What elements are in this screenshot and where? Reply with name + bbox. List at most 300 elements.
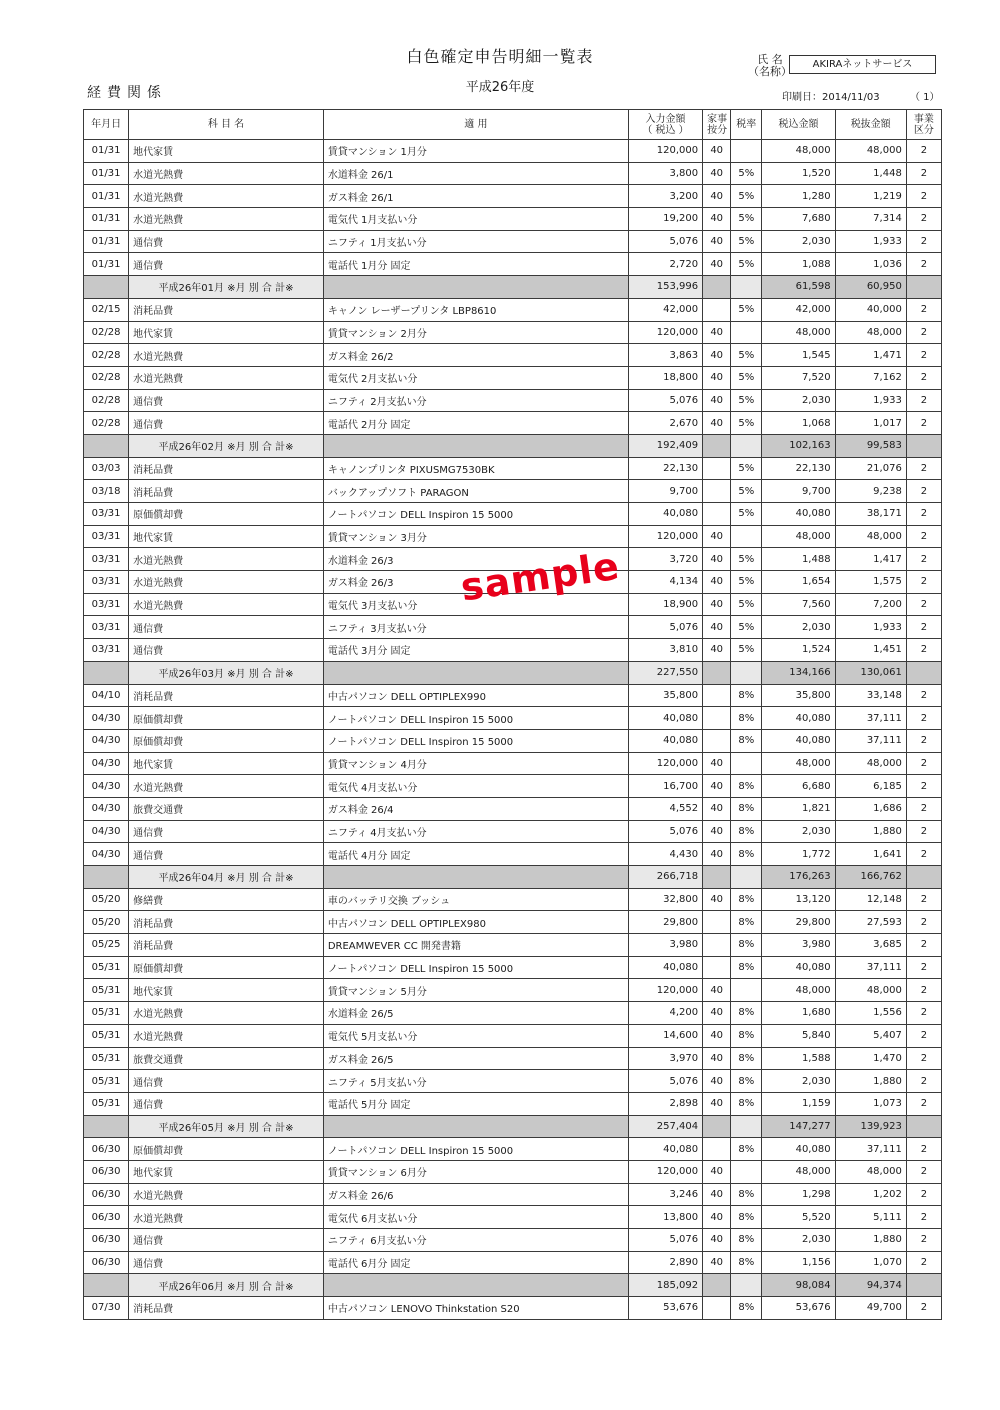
cell-excl: 27,593 [835,911,906,934]
cell-ratio: 40 [703,344,731,367]
cell-item: 修繕費 [129,888,324,911]
cell-item: 水道光熱費 [129,593,324,616]
cell-excl: 1,448 [835,162,906,185]
cell-incl: 3,980 [762,934,835,957]
cell-ratio [703,480,731,503]
cell-excl: 1,933 [835,616,906,639]
cell-incl: 2,030 [762,616,835,639]
sum-blank-date [84,1115,129,1138]
cell-item: 通信費 [129,1092,324,1115]
cell-biz-kubun: 2 [906,1160,941,1183]
cell-date: 01/31 [84,208,129,231]
table-row [84,752,942,775]
monthly-total-incl: 98,084 [762,1274,835,1297]
table-row [84,412,942,435]
cell-date: 04/30 [84,707,129,730]
cell-excl: 21,076 [835,457,906,480]
cell-incl: 1,654 [762,571,835,594]
cell-amount: 120,000 [628,1160,702,1183]
table-row [84,298,942,321]
cell-biz-kubun: 2 [906,571,941,594]
table-row [84,230,942,253]
cell-tax-rate [731,752,762,775]
cell-excl: 1,575 [835,571,906,594]
sum-blank-biz [906,866,941,889]
cell-excl: 37,111 [835,729,906,752]
table-row [84,457,942,480]
cell-biz-kubun: 2 [906,1183,941,1206]
cell-tax-rate: 8% [731,1183,762,1206]
monthly-total-amount: 257,404 [628,1115,702,1138]
cell-biz-kubun: 2 [906,1070,941,1093]
cell-date: 05/25 [84,934,129,957]
table-row [84,934,942,957]
cell-ratio: 40 [703,1047,731,1070]
cell-tax-rate: 5% [731,457,762,480]
cell-amount: 9,700 [628,480,702,503]
cell-date: 03/31 [84,593,129,616]
cell-ratio [703,729,731,752]
monthly-total-row [84,276,942,299]
cell-amount: 120,000 [628,525,702,548]
cell-incl: 9,700 [762,480,835,503]
cell-item: 原価償却費 [129,956,324,979]
table-row [84,1160,942,1183]
monthly-total-amount: 153,996 [628,276,702,299]
table-row [84,797,942,820]
sum-blank-ratio [703,434,731,457]
cell-item: 消耗品費 [129,911,324,934]
monthly-total-row [84,1274,942,1297]
cell-date: 05/31 [84,1070,129,1093]
cell-tax-rate [731,321,762,344]
cell-item: 通信費 [129,253,324,276]
cell-item: 水道光熱費 [129,344,324,367]
cell-date: 02/28 [84,412,129,435]
monthly-total-excl: 139,923 [835,1115,906,1138]
cell-biz-kubun: 2 [906,1002,941,1025]
cell-tax-rate: 5% [731,162,762,185]
cell-desc: 電話代 6月分 固定 [323,1251,628,1274]
monthly-total-incl: 147,277 [762,1115,835,1138]
cell-ratio: 40 [703,321,731,344]
name-label-line1: 氏 名 [757,53,783,66]
cell-desc: ニフティ 5月支払い分 [323,1070,628,1093]
cell-biz-kubun: 2 [906,480,941,503]
cell-amount: 5,076 [628,820,702,843]
cell-biz-kubun: 2 [906,1206,941,1229]
cell-amount: 5,076 [628,389,702,412]
section-title: 経費関係 [87,85,167,101]
cell-amount: 19,200 [628,208,702,231]
monthly-total-incl: 176,263 [762,866,835,889]
monthly-total-excl: 99,583 [835,434,906,457]
table-row [84,888,942,911]
cell-item: 通信費 [129,820,324,843]
cell-biz-kubun: 2 [906,684,941,707]
table-row [84,979,942,1002]
cell-date: 07/30 [84,1297,129,1320]
cell-amount: 3,800 [628,162,702,185]
cell-ratio: 40 [703,140,731,163]
cell-excl: 7,162 [835,366,906,389]
cell-ratio [703,457,731,480]
cell-tax-rate: 5% [731,389,762,412]
cell-date: 03/31 [84,616,129,639]
cell-desc: 水道料金 26/5 [323,1002,628,1025]
table-row [84,1138,942,1161]
cell-ratio: 40 [703,1092,731,1115]
cell-item: 水道光熱費 [129,1024,324,1047]
cell-excl: 1,073 [835,1092,906,1115]
cell-desc: 賃貸マンション 1月分 [323,140,628,163]
cell-incl: 53,676 [762,1297,835,1320]
col-header-tax-rate: 税率 [731,110,762,140]
cell-date: 06/30 [84,1183,129,1206]
cell-ratio: 40 [703,185,731,208]
cell-excl: 1,686 [835,797,906,820]
monthly-total-row [84,434,942,457]
cell-amount: 3,810 [628,639,702,662]
cell-tax-rate: 8% [731,1229,762,1252]
cell-date: 03/31 [84,525,129,548]
table-row [84,185,942,208]
monthly-total-label: 平成26年01月 ※月 別 合 計※ [129,276,324,299]
table-row [84,162,942,185]
cell-ratio: 40 [703,888,731,911]
cell-excl: 37,111 [835,956,906,979]
cell-amount: 13,800 [628,1206,702,1229]
sum-blank-ratio [703,661,731,684]
cell-date: 06/30 [84,1138,129,1161]
page-number: （ 1） [910,92,940,103]
col-header-biz [906,110,941,140]
cell-date: 02/28 [84,389,129,412]
cell-desc: 中古パソコン LENOVO Thinkstation S20 [323,1297,628,1320]
cell-date: 06/30 [84,1251,129,1274]
cell-date: 04/30 [84,729,129,752]
cell-item: 水道光熱費 [129,162,324,185]
cell-desc: 電気代 6月支払い分 [323,1206,628,1229]
col-header-incl: 税込金額 [762,110,835,140]
cell-date: 01/31 [84,140,129,163]
sum-blank-date [84,661,129,684]
cell-item: 水道光熱費 [129,366,324,389]
monthly-total-row [84,661,942,684]
table-row [84,480,942,503]
cell-amount: 40,080 [628,729,702,752]
table-row [84,1002,942,1025]
cell-ratio [703,298,731,321]
cell-amount: 53,676 [628,1297,702,1320]
cell-incl: 1,524 [762,639,835,662]
cell-tax-rate [731,979,762,1002]
table-row [84,1047,942,1070]
table-row [84,684,942,707]
cell-tax-rate: 8% [731,1138,762,1161]
cell-excl: 1,880 [835,1070,906,1093]
cell-desc: 賃貸マンション 6月分 [323,1160,628,1183]
cell-biz-kubun: 2 [906,797,941,820]
name-label-line2: （名称） [748,65,792,78]
cell-excl: 3,685 [835,934,906,957]
cell-incl: 1,772 [762,843,835,866]
cell-item: 水道光熱費 [129,775,324,798]
cell-incl: 2,030 [762,820,835,843]
cell-excl: 40,000 [835,298,906,321]
cell-desc: 水道料金 26/3 [323,548,628,571]
cell-incl: 40,080 [762,1138,835,1161]
monthly-total-incl: 61,598 [762,276,835,299]
cell-desc: DREAMWEVER CC 開発書籍 [323,934,628,957]
cell-item: 消耗品費 [129,298,324,321]
cell-excl: 1,451 [835,639,906,662]
table-row [84,1251,942,1274]
cell-date: 05/31 [84,979,129,1002]
col-header-biz-1: 事業 [913,113,934,125]
cell-biz-kubun: 2 [906,162,941,185]
cell-date: 04/30 [84,843,129,866]
cell-item: 地代家賃 [129,979,324,1002]
cell-tax-rate: 5% [731,480,762,503]
cell-amount: 22,130 [628,457,702,480]
cell-amount: 5,076 [628,1070,702,1093]
cell-biz-kubun: 2 [906,1229,941,1252]
table-header-row [84,110,942,140]
cell-incl: 13,120 [762,888,835,911]
cell-incl: 29,800 [762,911,835,934]
cell-tax-rate: 5% [731,344,762,367]
cell-date: 01/31 [84,230,129,253]
cell-ratio: 40 [703,775,731,798]
cell-incl: 1,520 [762,162,835,185]
cell-amount: 3,720 [628,548,702,571]
cell-ratio: 40 [703,571,731,594]
cell-item: 旅費交通費 [129,797,324,820]
cell-biz-kubun: 2 [906,344,941,367]
cell-tax-rate: 8% [731,1092,762,1115]
cell-date: 04/10 [84,684,129,707]
cell-date: 06/30 [84,1160,129,1183]
cell-tax-rate: 5% [731,185,762,208]
cell-excl: 38,171 [835,503,906,526]
cell-tax-rate: 8% [731,911,762,934]
cell-desc: 電話代 2月分 固定 [323,412,628,435]
cell-ratio [703,1138,731,1161]
cell-tax-rate: 8% [731,1297,762,1320]
cell-tax-rate: 5% [731,639,762,662]
cell-date: 05/20 [84,888,129,911]
cell-item: 通信費 [129,1251,324,1274]
col-header-ratio-1: 家事 [707,113,728,125]
cell-date: 02/28 [84,321,129,344]
cell-date: 03/18 [84,480,129,503]
table-row [84,344,942,367]
cell-tax-rate: 8% [731,956,762,979]
cell-tax-rate: 8% [731,1047,762,1070]
cell-ratio: 40 [703,1183,731,1206]
monthly-total-row [84,1115,942,1138]
cell-amount: 120,000 [628,752,702,775]
cell-ratio [703,503,731,526]
cell-item: 通信費 [129,1229,324,1252]
cell-desc: ガス料金 26/2 [323,344,628,367]
cell-excl: 33,148 [835,684,906,707]
cell-excl: 1,470 [835,1047,906,1070]
sum-blank-desc [323,276,628,299]
cell-date: 03/31 [84,571,129,594]
sum-blank-rate [731,866,762,889]
cell-excl: 1,036 [835,253,906,276]
name-value: AKIRAネットサービス [789,55,936,74]
cell-incl: 48,000 [762,752,835,775]
cell-item: 原価償却費 [129,1138,324,1161]
table-row [84,1229,942,1252]
monthly-total-label: 平成26年06月 ※月 別 合 計※ [129,1274,324,1297]
cell-date: 04/30 [84,820,129,843]
col-header-amount-1: 入力金額 [645,113,686,125]
cell-amount: 3,246 [628,1183,702,1206]
cell-excl: 1,471 [835,344,906,367]
cell-excl: 1,202 [835,1183,906,1206]
table-row [84,843,942,866]
cell-biz-kubun: 2 [906,775,941,798]
sum-blank-rate [731,1115,762,1138]
cell-item: 水道光熱費 [129,185,324,208]
cell-incl: 1,068 [762,412,835,435]
cell-incl: 7,520 [762,366,835,389]
cell-amount: 40,080 [628,1138,702,1161]
sum-blank-desc [323,1115,628,1138]
cell-excl: 7,314 [835,208,906,231]
cell-amount: 5,076 [628,230,702,253]
cell-desc: 電気代 1月支払い分 [323,208,628,231]
cell-item: 原価償却費 [129,503,324,526]
cell-excl: 48,000 [835,321,906,344]
cell-ratio: 40 [703,230,731,253]
cell-desc: ノートパソコン DELL Inspiron 15 5000 [323,1138,628,1161]
cell-amount: 3,863 [628,344,702,367]
cell-tax-rate [731,140,762,163]
cell-date: 05/31 [84,1092,129,1115]
cell-excl: 48,000 [835,1160,906,1183]
cell-incl: 1,159 [762,1092,835,1115]
cell-item: 通信費 [129,639,324,662]
cell-desc: 電話代 4月分 固定 [323,843,628,866]
cell-amount: 120,000 [628,979,702,1002]
cell-ratio: 40 [703,843,731,866]
cell-excl: 1,219 [835,185,906,208]
cell-biz-kubun: 2 [906,752,941,775]
cell-biz-kubun: 2 [906,1138,941,1161]
cell-item: 地代家賃 [129,525,324,548]
cell-desc: 水道料金 26/1 [323,162,628,185]
cell-tax-rate: 5% [731,571,762,594]
cell-biz-kubun: 2 [906,911,941,934]
cell-ratio: 40 [703,1160,731,1183]
table-row [84,253,942,276]
cell-incl: 1,298 [762,1183,835,1206]
cell-desc: 電気代 2月支払い分 [323,366,628,389]
col-header-excl: 税抜金額 [835,110,906,140]
sum-blank-date [84,1274,129,1297]
cell-tax-rate: 8% [731,888,762,911]
cell-ratio [703,934,731,957]
sum-blank-desc [323,866,628,889]
cell-date: 01/31 [84,253,129,276]
cell-amount: 3,200 [628,185,702,208]
cell-date: 05/20 [84,911,129,934]
cell-desc: 賃貸マンション 2月分 [323,321,628,344]
cell-tax-rate [731,1160,762,1183]
cell-date: 02/28 [84,366,129,389]
cell-incl: 40,080 [762,956,835,979]
monthly-total-label: 平成26年04月 ※月 別 合 計※ [129,866,324,889]
cell-tax-rate: 8% [731,1024,762,1047]
cell-incl: 6,680 [762,775,835,798]
cell-desc: ノートパソコン DELL Inspiron 15 5000 [323,729,628,752]
cell-ratio: 40 [703,1206,731,1229]
cell-tax-rate: 5% [731,208,762,231]
cell-ratio: 40 [703,412,731,435]
cell-biz-kubun: 2 [906,230,941,253]
monthly-total-excl: 130,061 [835,661,906,684]
cell-tax-rate: 8% [731,1002,762,1025]
cell-desc: ガス料金 26/1 [323,185,628,208]
cell-date: 05/31 [84,1024,129,1047]
cell-amount: 2,720 [628,253,702,276]
cell-biz-kubun: 2 [906,979,941,1002]
table-row [84,1206,942,1229]
cell-ratio: 40 [703,593,731,616]
cell-biz-kubun: 2 [906,1297,941,1320]
cell-tax-rate: 8% [731,1070,762,1093]
cell-tax-rate: 5% [731,230,762,253]
cell-amount: 40,080 [628,503,702,526]
cell-excl: 48,000 [835,752,906,775]
cell-ratio [703,1297,731,1320]
cell-amount: 4,552 [628,797,702,820]
cell-excl: 1,933 [835,389,906,412]
cell-incl: 1,156 [762,1251,835,1274]
cell-incl: 22,130 [762,457,835,480]
table-row [84,911,942,934]
cell-incl: 1,680 [762,1002,835,1025]
sum-blank-rate [731,661,762,684]
cell-excl: 1,556 [835,1002,906,1025]
col-header-amount-2: （ 税込 ） [642,124,689,136]
cell-amount: 4,200 [628,1002,702,1025]
cell-ratio: 40 [703,752,731,775]
sum-blank-ratio [703,1274,731,1297]
cell-biz-kubun: 2 [906,934,941,957]
col-header-date: 年月日 [84,110,129,140]
cell-desc: ニフティ 3月支払い分 [323,616,628,639]
cell-tax-rate: 5% [731,616,762,639]
cell-excl: 1,070 [835,1251,906,1274]
cell-amount: 18,800 [628,366,702,389]
cell-incl: 48,000 [762,321,835,344]
cell-biz-kubun: 2 [906,457,941,480]
cell-item: 原価償却費 [129,707,324,730]
cell-desc: ノートパソコン DELL Inspiron 15 5000 [323,956,628,979]
cell-item: 旅費交通費 [129,1047,324,1070]
cell-excl: 37,111 [835,707,906,730]
cell-amount: 29,800 [628,911,702,934]
cell-excl: 1,933 [835,230,906,253]
cell-incl: 1,821 [762,797,835,820]
cell-desc: ニフティ 6月支払い分 [323,1229,628,1252]
